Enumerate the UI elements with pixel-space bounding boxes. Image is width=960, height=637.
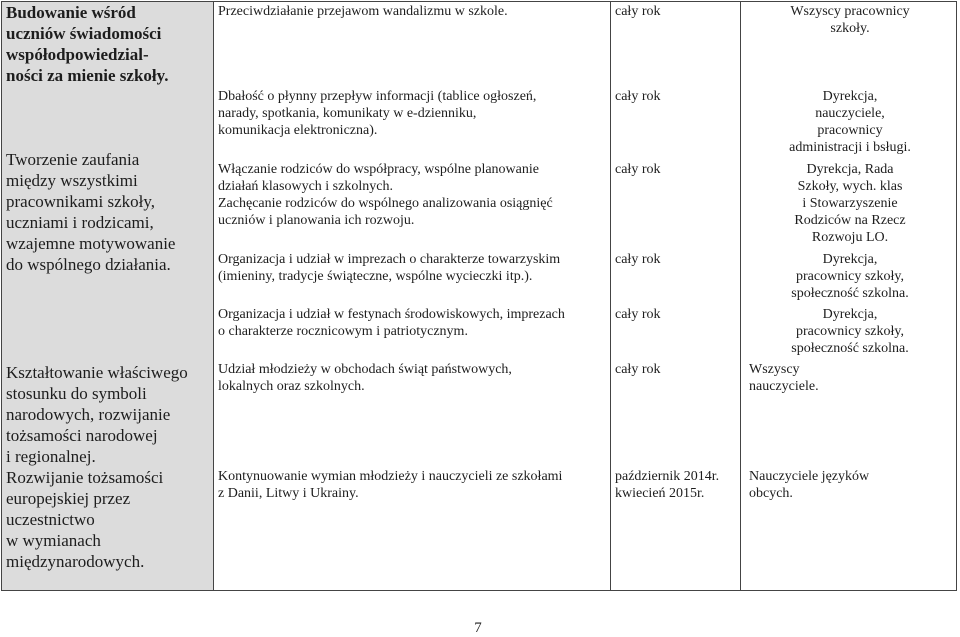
- activity-cell: [218, 251, 610, 285]
- goal-line: uczniów świadomości: [6, 24, 162, 43]
- responsible-line: szkoły.: [830, 21, 870, 36]
- goal-line: międzynarodowych.: [6, 552, 145, 571]
- term-cell: [615, 306, 740, 323]
- goal-line: narodowych, rozwijanie: [6, 405, 171, 424]
- responsible-line: pracownicy szkoły,: [796, 269, 904, 284]
- activity-line: Przeciwdziałanie przejawom wandalizmu w szkole.: [218, 4, 508, 19]
- responsible-line: Wszyscy pracownicy: [790, 4, 910, 19]
- responsible-line: pracownicy szkoły,: [796, 324, 904, 339]
- responsible-line: Wszyscy: [749, 362, 800, 377]
- page-number: 7: [474, 620, 482, 636]
- responsible-line: Dyrekcja,: [822, 89, 878, 104]
- goal-line: i regionalnej.: [6, 447, 96, 466]
- activity-line: Organizacja i udział w imprezach o charakterze towarzyskim: [218, 252, 561, 267]
- goal-cell: [6, 149, 211, 275]
- responsible-line: Dyrekcja, Rada: [806, 162, 894, 177]
- column-divider: [213, 1, 214, 591]
- term-line: cały rok: [615, 362, 661, 377]
- goal-line: uczestnictwo: [6, 510, 95, 529]
- activity-cell: [218, 361, 610, 395]
- goal-line: do wspólnego działania.: [6, 255, 171, 274]
- activity-cell: [218, 161, 610, 229]
- activity-cell: [218, 306, 610, 340]
- responsible-line: nauczyciele.: [749, 379, 819, 394]
- term-cell: [615, 361, 740, 378]
- responsible-cell: [749, 361, 960, 395]
- responsible-line: administracji i bsługi.: [789, 140, 911, 155]
- activity-line: o charakterze rocznicowym i patriotycznym.: [218, 324, 468, 339]
- activity-line: (imieniny, tradycje świąteczne, wspólne wycieczki itp.).: [218, 269, 533, 284]
- responsible-cell: [749, 468, 960, 502]
- responsible-line: Szkoły, wych. klas: [797, 179, 903, 194]
- goal-cell: [6, 362, 211, 467]
- activity-line: komunikacja elektroniczna).: [218, 123, 378, 138]
- term-line: cały rok: [615, 307, 661, 322]
- responsible-line: społeczność szkolna.: [791, 286, 909, 301]
- goal-line: Tworzenie zaufania: [6, 150, 140, 169]
- goal-line: współodpowiedzial-: [6, 45, 149, 64]
- activity-line: Zachęcanie rodziców do wspólnego analizowania osiągnięć: [218, 196, 553, 211]
- responsible-line: Rodziców na Rzecz: [794, 213, 906, 228]
- goal-cell: [6, 2, 211, 86]
- term-line: kwiecień 2015r.: [615, 486, 705, 501]
- activity-line: Dbałość o płynny przepływ informacji (tablice ogłoszeń,: [218, 89, 537, 104]
- column-divider: [740, 1, 741, 591]
- term-cell: [615, 161, 740, 178]
- term-cell: [615, 251, 740, 268]
- activity-cell: [218, 468, 610, 502]
- column-divider: [610, 1, 611, 591]
- responsible-cell: [744, 306, 956, 357]
- goal-line: ności za mienie szkoły.: [6, 66, 169, 85]
- activity-line: lokalnych oraz szkolnych.: [218, 379, 365, 394]
- goal-line: Kształtowanie właściwego: [6, 363, 188, 382]
- goal-line: pracownikami szkoły,: [6, 192, 156, 211]
- term-line: cały rok: [615, 162, 661, 177]
- term-cell: [615, 3, 740, 20]
- activity-line: z Danii, Litwy i Ukrainy.: [218, 486, 359, 501]
- responsible-line: obcych.: [749, 486, 793, 501]
- activity-line: Udział młodzieży w obchodach świąt państwowych,: [218, 362, 512, 377]
- responsible-line: Dyrekcja,: [822, 252, 878, 267]
- responsible-line: Rozwoju LO.: [811, 230, 889, 245]
- responsible-cell: [744, 251, 956, 302]
- goal-line: europejskiej przez: [6, 489, 131, 508]
- term-line: cały rok: [615, 89, 661, 104]
- responsible-line: nauczyciele,: [815, 106, 885, 121]
- term-cell: [615, 468, 740, 502]
- activity-cell: [218, 3, 610, 20]
- responsible-cell: [744, 161, 956, 246]
- goal-line: stosunku do symboli: [6, 384, 147, 403]
- responsible-line: społeczność szkolna.: [791, 341, 909, 356]
- activity-line: narady, spotkania, komunikaty w e-dzienniku,: [218, 106, 477, 121]
- goal-line: Budowanie wśród: [6, 3, 136, 22]
- activity-line: Włączanie rodziców do współpracy, wspólne planowanie: [218, 162, 539, 177]
- activity-line: uczniów i planowania ich rozwoju.: [218, 213, 415, 228]
- responsible-cell: [744, 3, 956, 37]
- activity-line: Kontynuowanie wymian młodzieży i nauczycieli ze szkołami: [218, 469, 563, 484]
- goal-line: Rozwijanie tożsamości: [6, 468, 164, 487]
- responsible-line: pracownicy: [817, 123, 883, 138]
- activity-cell: [218, 88, 610, 139]
- goal-line: w wymianach: [6, 531, 101, 550]
- goal-line: tożsamości narodowej: [6, 426, 158, 445]
- term-line: cały rok: [615, 4, 661, 19]
- goal-line: uczniami i rodzicami,: [6, 213, 154, 232]
- activity-line: Organizacja i udział w festynach środowiskowych, imprezach: [218, 307, 565, 322]
- responsible-line: i Stowarzyszenie: [802, 196, 898, 211]
- goal-line: między wszystkimi: [6, 171, 138, 190]
- responsible-line: Dyrekcja,: [822, 307, 878, 322]
- term-cell: [615, 88, 740, 105]
- activity-line: działań klasowych i szkolnych.: [218, 179, 393, 194]
- term-line: październik 2014r.: [615, 469, 720, 484]
- goal-cell: [6, 467, 211, 572]
- goal-line: wzajemne motywowanie: [6, 234, 176, 253]
- responsible-cell: [744, 88, 956, 156]
- term-line: cały rok: [615, 252, 661, 267]
- responsible-line: Nauczyciele języków: [749, 469, 870, 484]
